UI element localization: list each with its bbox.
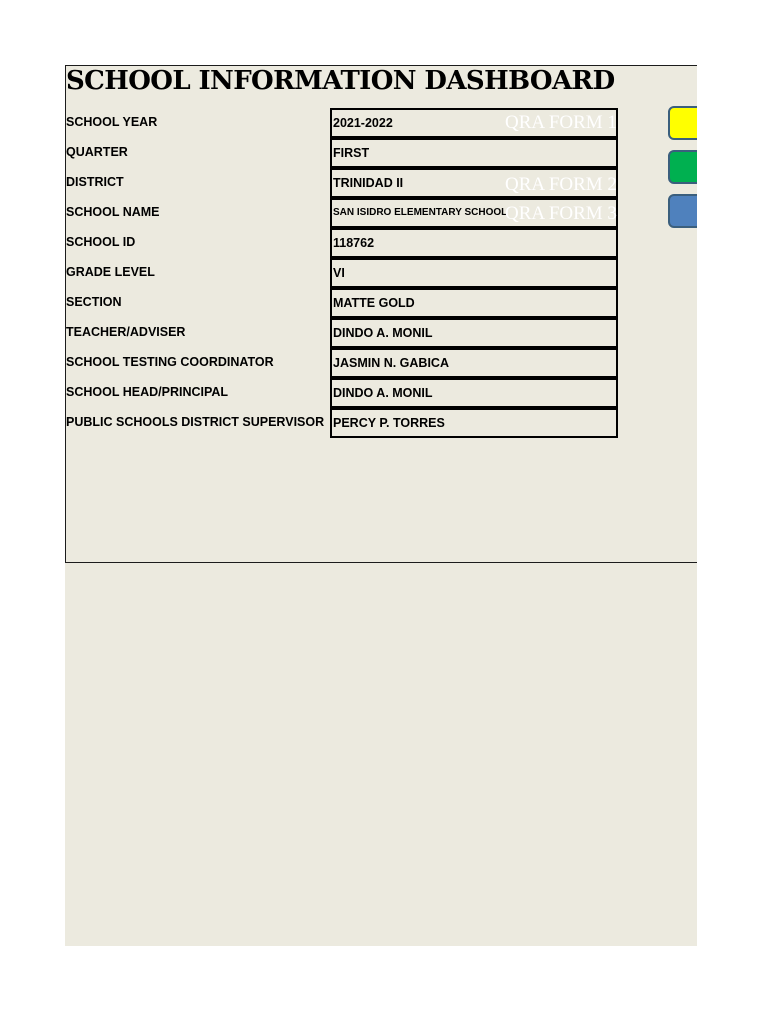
label-district-supervisor: PUBLIC SCHOOLS DISTRICT SUPERVISOR — [66, 415, 325, 429]
value-school-id[interactable]: 118762 — [330, 228, 618, 258]
dashboard-title: SCHOOL INFORMATION DASHBOARD — [66, 66, 615, 96]
label-school-name: SCHOOL NAME — [66, 205, 160, 219]
label-district: DISTRICT — [66, 175, 124, 189]
value-district[interactable]: TRINIDAD II — [330, 168, 618, 198]
value-district-supervisor[interactable]: PERCY P. TORRES — [330, 408, 618, 438]
value-quarter[interactable]: FIRST — [330, 138, 618, 168]
value-school-head-principal[interactable]: DINDO A. MONIL — [330, 378, 618, 408]
value-school-testing-coordinator[interactable]: JASMIN N. GABICA — [330, 348, 618, 378]
qra-form-3-link[interactable]: QRA FORM 3 — [505, 203, 617, 224]
value-school-name[interactable]: SAN ISIDRO ELEMENTARY SCHOOL — [330, 198, 618, 228]
label-section: SECTION — [66, 295, 122, 309]
label-school-year: SCHOOL YEAR — [66, 115, 158, 129]
value-school-year[interactable]: 2021-2022 — [330, 108, 618, 138]
qra-form-2-button[interactable] — [668, 150, 697, 184]
value-section[interactable]: MATTE GOLD — [330, 288, 618, 318]
dashboard-sheet — [65, 65, 697, 946]
value-teacher-adviser[interactable]: DINDO A. MONIL — [330, 318, 618, 348]
qra-form-1-button[interactable] — [668, 106, 697, 140]
label-grade-level: GRADE LEVEL — [66, 265, 155, 279]
label-school-head-principal: SCHOOL HEAD/PRINCIPAL — [66, 385, 229, 399]
value-grade-level[interactable]: VI — [330, 258, 618, 288]
label-teacher-adviser: TEACHER/ADVISER — [66, 325, 186, 339]
label-school-id: SCHOOL ID — [66, 235, 136, 249]
qra-form-3-button[interactable] — [668, 194, 697, 228]
label-school-testing-coordinator: SCHOOL TESTING COORDINATOR — [66, 355, 274, 369]
qra-form-2-link[interactable]: QRA FORM 2 — [505, 174, 617, 195]
label-quarter: QUARTER — [66, 145, 128, 159]
qra-form-1-link[interactable]: QRA FORM 1 — [505, 112, 617, 133]
